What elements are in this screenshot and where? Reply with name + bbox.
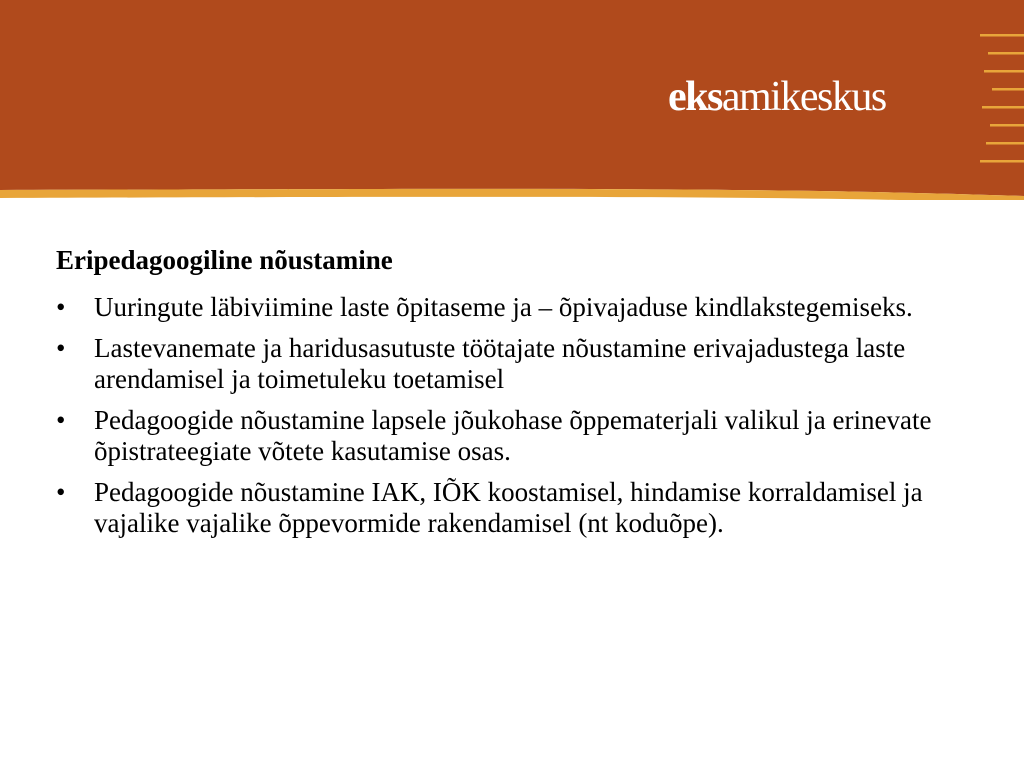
bullet-text: Pedagoogide nõustamine lapsele jõukohase õppematerjali valikul ja erinevate õpistrateegiate võtete kasutamise osas. [94, 405, 932, 466]
slide-content [56, 242, 986, 549]
bullet-item [56, 333, 986, 395]
bullet-marker: • [56, 477, 66, 507]
bullet-item [56, 405, 986, 467]
logo-part-ek: ek [668, 74, 707, 120]
slide-title: Eripedagoogiline nõustamine [56, 245, 393, 275]
logo-part-amikeskus: amikeskus [721, 74, 886, 120]
bullet-list [56, 292, 986, 539]
bullet-text: Lastevanemate ja haridusasutuste töötajate nõustamine erivajadustega laste arendamisel ja toimetuleku toetamisel [94, 333, 906, 394]
bullet-item [56, 477, 986, 539]
bullet-marker: • [56, 333, 66, 363]
decorative-stripes [980, 34, 1024, 164]
bullet-text: Pedagoogide nõustamine IAK, IÕK koostamisel, hindamise korraldamisel ja vajalike vajalike õppevormide rakendamisel (nt koduõpe). [94, 477, 923, 538]
bullet-marker: • [56, 405, 66, 435]
bullet-item [56, 292, 986, 323]
logo [668, 76, 886, 118]
bullet-text: Uuringute läbiviimine laste õpitaseme ja – õpivajaduse kindlakstegemiseks. [94, 292, 913, 322]
bullet-marker: • [56, 292, 66, 322]
header-banner [0, 0, 1024, 200]
logo-part-s: s [707, 74, 722, 120]
